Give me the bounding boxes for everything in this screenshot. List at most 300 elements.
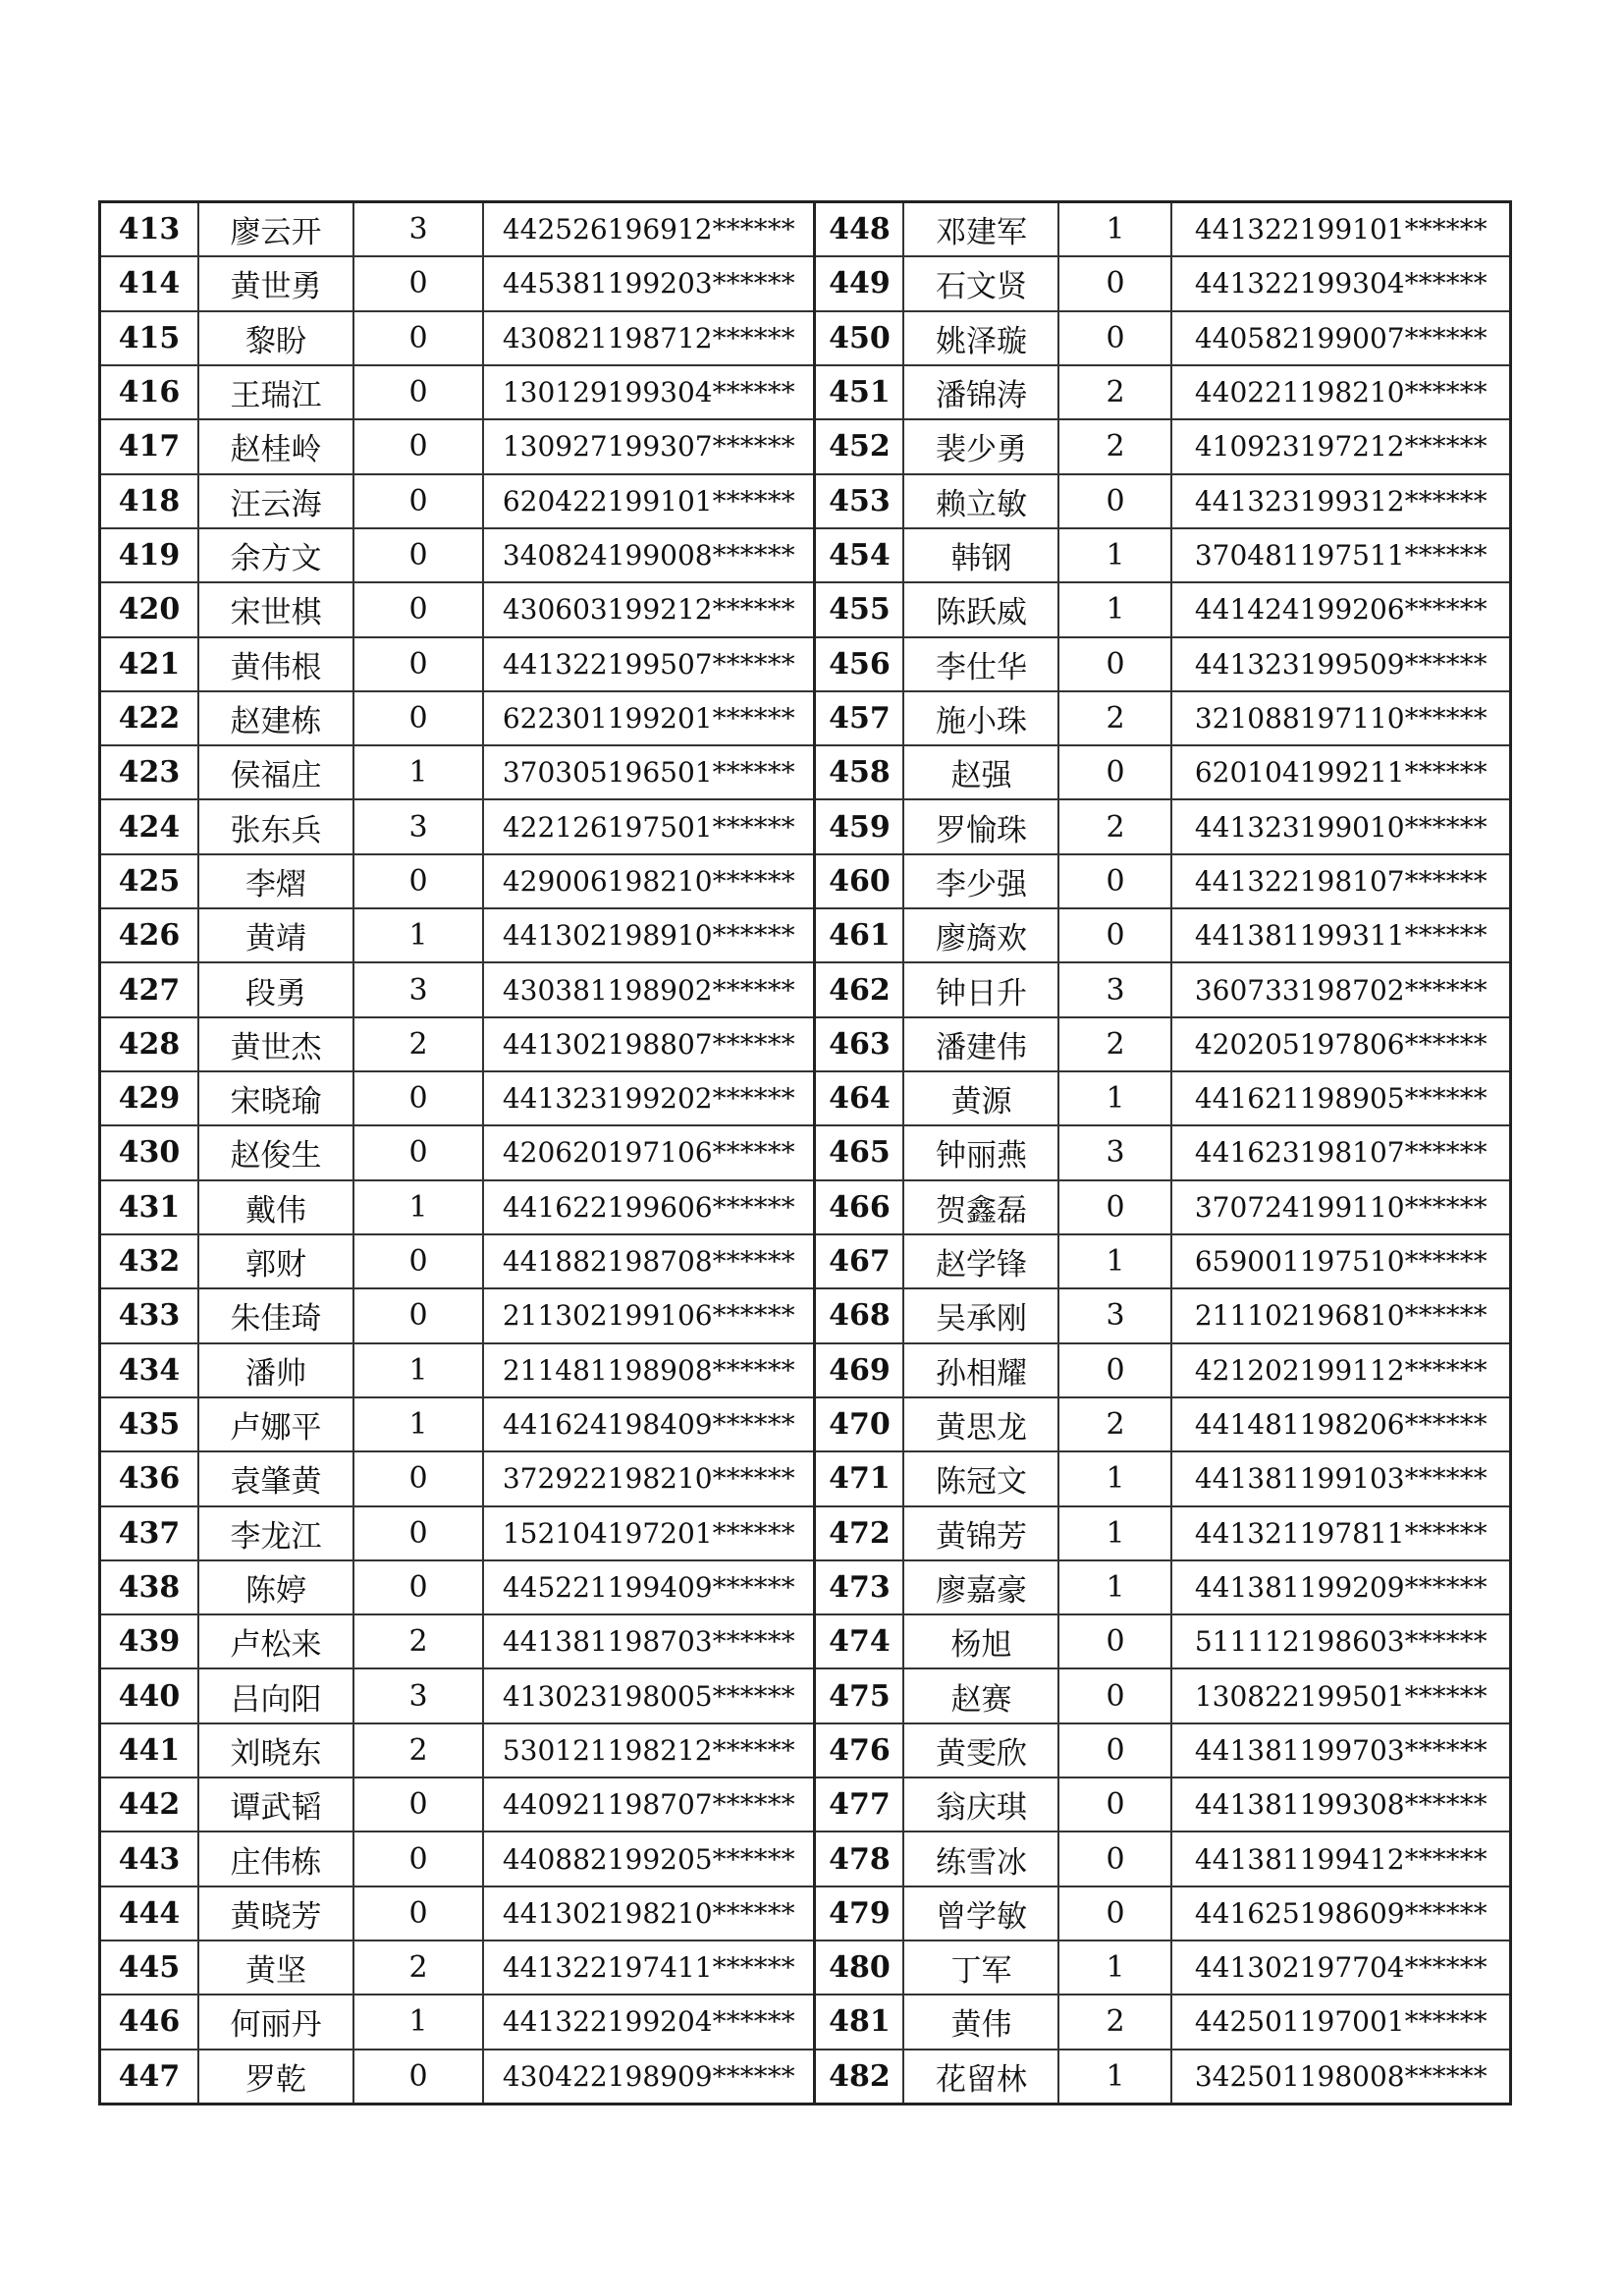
- person-name: 钟丽燕: [904, 1126, 1059, 1178]
- count-value: 1: [1059, 1507, 1172, 1559]
- id-number: 152104197201******: [502, 1516, 795, 1550]
- table-row: [101, 1615, 813, 1669]
- id-number: 441624198409******: [502, 1408, 795, 1442]
- table-row: [816, 1724, 1509, 1778]
- row-number: 416: [101, 366, 199, 418]
- count-value: 0: [354, 312, 484, 364]
- id-number: 441381199103******: [1194, 1462, 1488, 1496]
- row-number: 451: [816, 366, 904, 418]
- count-value: 2: [354, 1941, 484, 1994]
- count-value: 0: [1059, 475, 1172, 527]
- count-value: 3: [1059, 1126, 1172, 1178]
- row-number: 430: [101, 1126, 199, 1178]
- count-value: 2: [354, 1615, 484, 1667]
- count-value: 3: [354, 800, 484, 852]
- table-row: [101, 1887, 813, 1941]
- count-value: 1: [354, 909, 484, 961]
- count-value: 0: [354, 1832, 484, 1885]
- row-number: 452: [816, 420, 904, 472]
- row-number: 473: [816, 1561, 904, 1613]
- person-name: 黄晓芳: [199, 1887, 354, 1940]
- person-name: 吕向阳: [199, 1669, 354, 1722]
- count-value: 0: [1059, 1615, 1172, 1667]
- table-row: [816, 1018, 1509, 1072]
- row-number: 465: [816, 1126, 904, 1178]
- person-name: 李龙江: [199, 1507, 354, 1559]
- table-row: [816, 1235, 1509, 1289]
- row-number: 445: [101, 1941, 199, 1994]
- person-name: 廖嘉豪: [904, 1561, 1059, 1613]
- row-number: 427: [101, 963, 199, 1015]
- id-number: 211302199106******: [502, 1299, 795, 1333]
- row-number: 431: [101, 1181, 199, 1233]
- id-number: 441381199308******: [1194, 1788, 1488, 1822]
- person-name: 汪云海: [199, 475, 354, 527]
- table-row: [816, 1072, 1509, 1126]
- id-number: 441302197704******: [1194, 1951, 1488, 1985]
- row-number: 420: [101, 583, 199, 635]
- id-number: 422126197501******: [502, 810, 795, 844]
- count-value: 0: [354, 1452, 484, 1504]
- row-number: 476: [816, 1724, 904, 1777]
- table-row: [101, 1181, 813, 1235]
- person-name: 郭财: [199, 1235, 354, 1287]
- count-value: 1: [1059, 1561, 1172, 1613]
- table-row: [816, 1669, 1509, 1723]
- table-row: [816, 1561, 1509, 1615]
- table-row: [816, 1887, 1509, 1941]
- id-number: 321088197110******: [1194, 701, 1488, 735]
- table-row: [816, 257, 1509, 311]
- count-value: 1: [354, 1344, 484, 1396]
- row-number: 424: [101, 800, 199, 852]
- count-value: 0: [1059, 746, 1172, 798]
- table-row: [816, 1778, 1509, 1832]
- count-value: 0: [354, 1235, 484, 1287]
- count-value: 0: [1059, 1344, 1172, 1396]
- row-number: 448: [816, 203, 904, 255]
- person-name: 赵学锋: [904, 1235, 1059, 1287]
- person-name: 黄锦芳: [904, 1507, 1059, 1559]
- person-name: 庄伟栋: [199, 1832, 354, 1885]
- row-number: 421: [101, 638, 199, 690]
- count-value: 0: [354, 1778, 484, 1831]
- id-number: 445381199203******: [502, 267, 795, 301]
- id-number: 441323199509******: [1194, 647, 1488, 681]
- table-row: [101, 963, 813, 1017]
- count-value: 0: [1059, 638, 1172, 690]
- table-row: [101, 1235, 813, 1289]
- person-name: 黄世杰: [199, 1018, 354, 1070]
- person-name: 袁肇黄: [199, 1452, 354, 1504]
- table-row: [816, 529, 1509, 583]
- count-value: 0: [354, 1887, 484, 1940]
- table-row: [101, 2050, 813, 2103]
- person-name: 张东兵: [199, 800, 354, 852]
- table-row: [101, 1126, 813, 1180]
- id-number: 511112198603******: [1194, 1625, 1488, 1659]
- row-number: 436: [101, 1452, 199, 1504]
- row-number: 443: [101, 1832, 199, 1885]
- person-name: 钟日升: [904, 963, 1059, 1015]
- count-value: 2: [1059, 1995, 1172, 2048]
- id-number: 441322199507******: [502, 647, 795, 681]
- id-number: 445221199409******: [502, 1570, 795, 1604]
- person-name: 谭武韬: [199, 1778, 354, 1831]
- id-number: 410923197212******: [1194, 430, 1488, 464]
- table-row: [816, 1995, 1509, 2050]
- count-value: 0: [1059, 1669, 1172, 1722]
- table-row: [101, 855, 813, 909]
- id-number: 413023198005******: [502, 1679, 795, 1713]
- row-number: 460: [816, 855, 904, 907]
- row-number: 429: [101, 1072, 199, 1124]
- row-number: 480: [816, 1941, 904, 1994]
- table-row: [816, 475, 1509, 529]
- table-row: [816, 963, 1509, 1017]
- table-row: [101, 638, 813, 692]
- id-number: 440221198210******: [1194, 376, 1488, 410]
- person-name: 李少强: [904, 855, 1059, 907]
- row-number: 442: [101, 1778, 199, 1831]
- row-number: 482: [816, 2050, 904, 2103]
- row-number: 447: [101, 2050, 199, 2103]
- count-value: 1: [1059, 1072, 1172, 1124]
- table-row: [816, 312, 1509, 366]
- row-number: 446: [101, 1995, 199, 2048]
- row-number: 434: [101, 1344, 199, 1396]
- table-row: [101, 1561, 813, 1615]
- id-number: 130129199304******: [502, 376, 795, 410]
- row-number: 472: [816, 1507, 904, 1559]
- table-row: [816, 366, 1509, 420]
- person-name: 练雪冰: [904, 1832, 1059, 1885]
- table-row: [101, 800, 813, 854]
- id-number: 442526196912******: [502, 213, 795, 246]
- count-value: 0: [354, 1126, 484, 1178]
- id-number: 441323199010******: [1194, 810, 1488, 844]
- count-value: 0: [354, 692, 484, 744]
- person-name: 韩钢: [904, 529, 1059, 581]
- person-name: 戴伟: [199, 1181, 354, 1233]
- count-value: 0: [354, 855, 484, 907]
- id-number: 429006198210******: [502, 864, 795, 898]
- table-row: [101, 1398, 813, 1452]
- id-number: 430381198902******: [502, 973, 795, 1007]
- person-name: 宋晓瑜: [199, 1072, 354, 1124]
- table-row: [816, 1832, 1509, 1886]
- id-number: 421202199112******: [1194, 1353, 1488, 1387]
- table-row: [101, 1018, 813, 1072]
- person-name: 余方文: [199, 529, 354, 581]
- row-number: 413: [101, 203, 199, 255]
- person-name: 施小珠: [904, 692, 1059, 744]
- id-number: 441381199209******: [1194, 1570, 1488, 1604]
- person-name: 陈婷: [199, 1561, 354, 1613]
- count-value: 0: [354, 475, 484, 527]
- table-row: [101, 1289, 813, 1343]
- row-number: 426: [101, 909, 199, 961]
- id-number: 441322199204******: [502, 2005, 795, 2039]
- count-value: 1: [1059, 2050, 1172, 2103]
- id-number: 441323199312******: [1194, 484, 1488, 518]
- id-number: 342501198008******: [1194, 2059, 1488, 2093]
- id-number: 440882199205******: [502, 1842, 795, 1876]
- person-name: 黄靖: [199, 909, 354, 961]
- person-name: 罗愉珠: [904, 800, 1059, 852]
- person-name: 廖云开: [199, 203, 354, 255]
- person-name: 赵强: [904, 746, 1059, 798]
- count-value: 0: [354, 257, 484, 309]
- id-number: 441321197811******: [1194, 1516, 1488, 1550]
- row-number: 464: [816, 1072, 904, 1124]
- person-name: 石文贤: [904, 257, 1059, 309]
- table-row: [101, 257, 813, 311]
- person-name: 黄世勇: [199, 257, 354, 309]
- table-row: [816, 692, 1509, 746]
- row-number: 468: [816, 1289, 904, 1341]
- id-number: 441622199606******: [502, 1190, 795, 1224]
- row-number: 462: [816, 963, 904, 1015]
- count-value: 3: [354, 963, 484, 1015]
- id-number: 130927199307******: [502, 430, 795, 464]
- id-number: 441424199206******: [1194, 593, 1488, 627]
- table-row: [101, 529, 813, 583]
- table-row: [101, 1507, 813, 1561]
- person-name: 裴少勇: [904, 420, 1059, 472]
- person-name: 潘建伟: [904, 1018, 1059, 1070]
- row-number: 466: [816, 1181, 904, 1233]
- person-name: 黄源: [904, 1072, 1059, 1124]
- id-number: 372922198210******: [502, 1462, 795, 1496]
- row-number: 437: [101, 1507, 199, 1559]
- row-number: 474: [816, 1615, 904, 1667]
- table-row: [101, 1778, 813, 1832]
- count-value: 2: [354, 1018, 484, 1070]
- row-number: 458: [816, 746, 904, 798]
- table-row: [101, 692, 813, 746]
- person-name: 王瑞江: [199, 366, 354, 418]
- count-value: 1: [354, 1398, 484, 1450]
- count-value: 0: [354, 1507, 484, 1559]
- person-name: 何丽丹: [199, 1995, 354, 2048]
- row-number: 449: [816, 257, 904, 309]
- id-number: 442501197001******: [1194, 2005, 1488, 2039]
- row-number: 477: [816, 1778, 904, 1831]
- table-row: [816, 420, 1509, 474]
- id-number: 440921198707******: [502, 1788, 795, 1822]
- row-number: 469: [816, 1344, 904, 1396]
- count-value: 0: [1059, 1778, 1172, 1831]
- id-number: 441322198107******: [1194, 864, 1488, 898]
- count-value: 2: [1059, 692, 1172, 744]
- row-number: 423: [101, 746, 199, 798]
- table-row: [101, 1724, 813, 1778]
- table-row: [816, 1344, 1509, 1398]
- table-row: [816, 583, 1509, 637]
- person-name: 卢娜平: [199, 1398, 354, 1450]
- person-name: 陈跃威: [904, 583, 1059, 635]
- id-number: 441323199202******: [502, 1082, 795, 1116]
- row-number: 475: [816, 1669, 904, 1722]
- id-number: 370724199110******: [1194, 1190, 1488, 1224]
- row-number: 414: [101, 257, 199, 309]
- person-name: 黄伟: [904, 1995, 1059, 2048]
- table-row: [101, 1669, 813, 1723]
- row-number: 481: [816, 1995, 904, 2048]
- row-number: 455: [816, 583, 904, 635]
- row-number: 450: [816, 312, 904, 364]
- count-value: 0: [354, 583, 484, 635]
- id-number: 622301199201******: [502, 701, 795, 735]
- roster-left-half: [101, 203, 816, 2103]
- row-number: 456: [816, 638, 904, 690]
- person-name: 朱佳琦: [199, 1289, 354, 1341]
- row-number: 422: [101, 692, 199, 744]
- row-number: 425: [101, 855, 199, 907]
- count-value: 0: [1059, 1887, 1172, 1940]
- count-value: 3: [354, 203, 484, 255]
- count-value: 2: [1059, 420, 1172, 472]
- row-number: 432: [101, 1235, 199, 1287]
- person-name: 刘晓东: [199, 1724, 354, 1777]
- id-number: 441481198206******: [1194, 1408, 1488, 1442]
- id-number: 620104199211******: [1194, 756, 1488, 790]
- id-number: 441302198210******: [502, 1896, 795, 1930]
- count-value: 0: [1059, 257, 1172, 309]
- person-name: 廖旖欢: [904, 909, 1059, 961]
- table-row: [816, 909, 1509, 963]
- row-number: 418: [101, 475, 199, 527]
- row-number: 441: [101, 1724, 199, 1777]
- count-value: 3: [354, 1669, 484, 1722]
- id-number: 420205197806******: [1194, 1027, 1488, 1061]
- person-name: 黄坚: [199, 1941, 354, 1994]
- count-value: 1: [1059, 529, 1172, 581]
- person-name: 李熠: [199, 855, 354, 907]
- person-name: 宋世棋: [199, 583, 354, 635]
- person-name: 花留林: [904, 2050, 1059, 2103]
- person-name: 翁庆琪: [904, 1778, 1059, 1831]
- table-row: [101, 909, 813, 963]
- count-value: 1: [354, 1181, 484, 1233]
- row-number: 463: [816, 1018, 904, 1070]
- person-name: 黄思龙: [904, 1398, 1059, 1450]
- person-name: 侯福庄: [199, 746, 354, 798]
- count-value: 0: [1059, 909, 1172, 961]
- count-value: 1: [1059, 1941, 1172, 1994]
- row-number: 470: [816, 1398, 904, 1450]
- person-name: 李仕华: [904, 638, 1059, 690]
- count-value: 1: [1059, 1452, 1172, 1504]
- id-number: 440582199007******: [1194, 321, 1488, 355]
- row-number: 428: [101, 1018, 199, 1070]
- count-value: 0: [354, 638, 484, 690]
- count-value: 0: [1059, 1832, 1172, 1885]
- row-number: 479: [816, 1887, 904, 1940]
- person-name: 潘帅: [199, 1344, 354, 1396]
- roster-right-half: [816, 203, 1509, 2103]
- table-row: [101, 366, 813, 420]
- row-number: 459: [816, 800, 904, 852]
- id-number: 211102196810******: [1194, 1299, 1488, 1333]
- count-value: 0: [354, 366, 484, 418]
- id-number: 441621198905******: [1194, 1082, 1488, 1116]
- table-row: [101, 746, 813, 800]
- person-name: 陈冠文: [904, 1452, 1059, 1504]
- person-name: 杨旭: [904, 1615, 1059, 1667]
- table-row: [816, 800, 1509, 854]
- row-number: 457: [816, 692, 904, 744]
- person-name: 丁军: [904, 1941, 1059, 1994]
- table-row: [101, 1072, 813, 1126]
- row-number: 438: [101, 1561, 199, 1613]
- id-number: 430821198712******: [502, 321, 795, 355]
- id-number: 441882198708******: [502, 1245, 795, 1279]
- id-number: 441381199412******: [1194, 1842, 1488, 1876]
- id-number: 420620197106******: [502, 1136, 795, 1170]
- person-name: 姚泽璇: [904, 312, 1059, 364]
- id-number: 441381199311******: [1194, 919, 1488, 953]
- count-value: 1: [1059, 1235, 1172, 1287]
- person-name: 赖立敏: [904, 475, 1059, 527]
- id-number: 211481198908******: [502, 1353, 795, 1387]
- count-value: 0: [1059, 1724, 1172, 1777]
- row-number: 433: [101, 1289, 199, 1341]
- id-number: 620422199101******: [502, 484, 795, 518]
- row-number: 444: [101, 1887, 199, 1940]
- row-number: 435: [101, 1398, 199, 1450]
- table-row: [101, 420, 813, 474]
- row-number: 419: [101, 529, 199, 581]
- count-value: 0: [354, 1561, 484, 1613]
- count-value: 2: [1059, 800, 1172, 852]
- person-name: 孙相耀: [904, 1344, 1059, 1396]
- person-name: 黄伟根: [199, 638, 354, 690]
- table-row: [816, 1507, 1509, 1561]
- table-row: [101, 475, 813, 529]
- count-value: 0: [1059, 1181, 1172, 1233]
- table-row: [101, 1832, 813, 1886]
- row-number: 440: [101, 1669, 199, 1722]
- count-value: 2: [1059, 1398, 1172, 1450]
- roster-table: [98, 200, 1512, 2105]
- count-value: 2: [1059, 1018, 1172, 1070]
- id-number: 370481197511******: [1194, 539, 1488, 573]
- table-row: [816, 746, 1509, 800]
- person-name: 黎盼: [199, 312, 354, 364]
- row-number: 461: [816, 909, 904, 961]
- count-value: 1: [354, 1995, 484, 2048]
- count-value: 3: [1059, 1289, 1172, 1341]
- person-name: 邓建军: [904, 203, 1059, 255]
- row-number: 471: [816, 1452, 904, 1504]
- id-number: 360733198702******: [1194, 973, 1488, 1007]
- table-row: [816, 2050, 1509, 2103]
- row-number: 453: [816, 475, 904, 527]
- count-value: 0: [1059, 312, 1172, 364]
- id-number: 441322197411******: [502, 1951, 795, 1985]
- count-value: 2: [1059, 366, 1172, 418]
- count-value: 0: [354, 1072, 484, 1124]
- id-number: 441625198609******: [1194, 1896, 1488, 1930]
- table-row: [816, 1181, 1509, 1235]
- row-number: 467: [816, 1235, 904, 1287]
- count-value: 0: [1059, 855, 1172, 907]
- count-value: 2: [354, 1724, 484, 1777]
- person-name: 卢松来: [199, 1615, 354, 1667]
- count-value: 0: [354, 2050, 484, 2103]
